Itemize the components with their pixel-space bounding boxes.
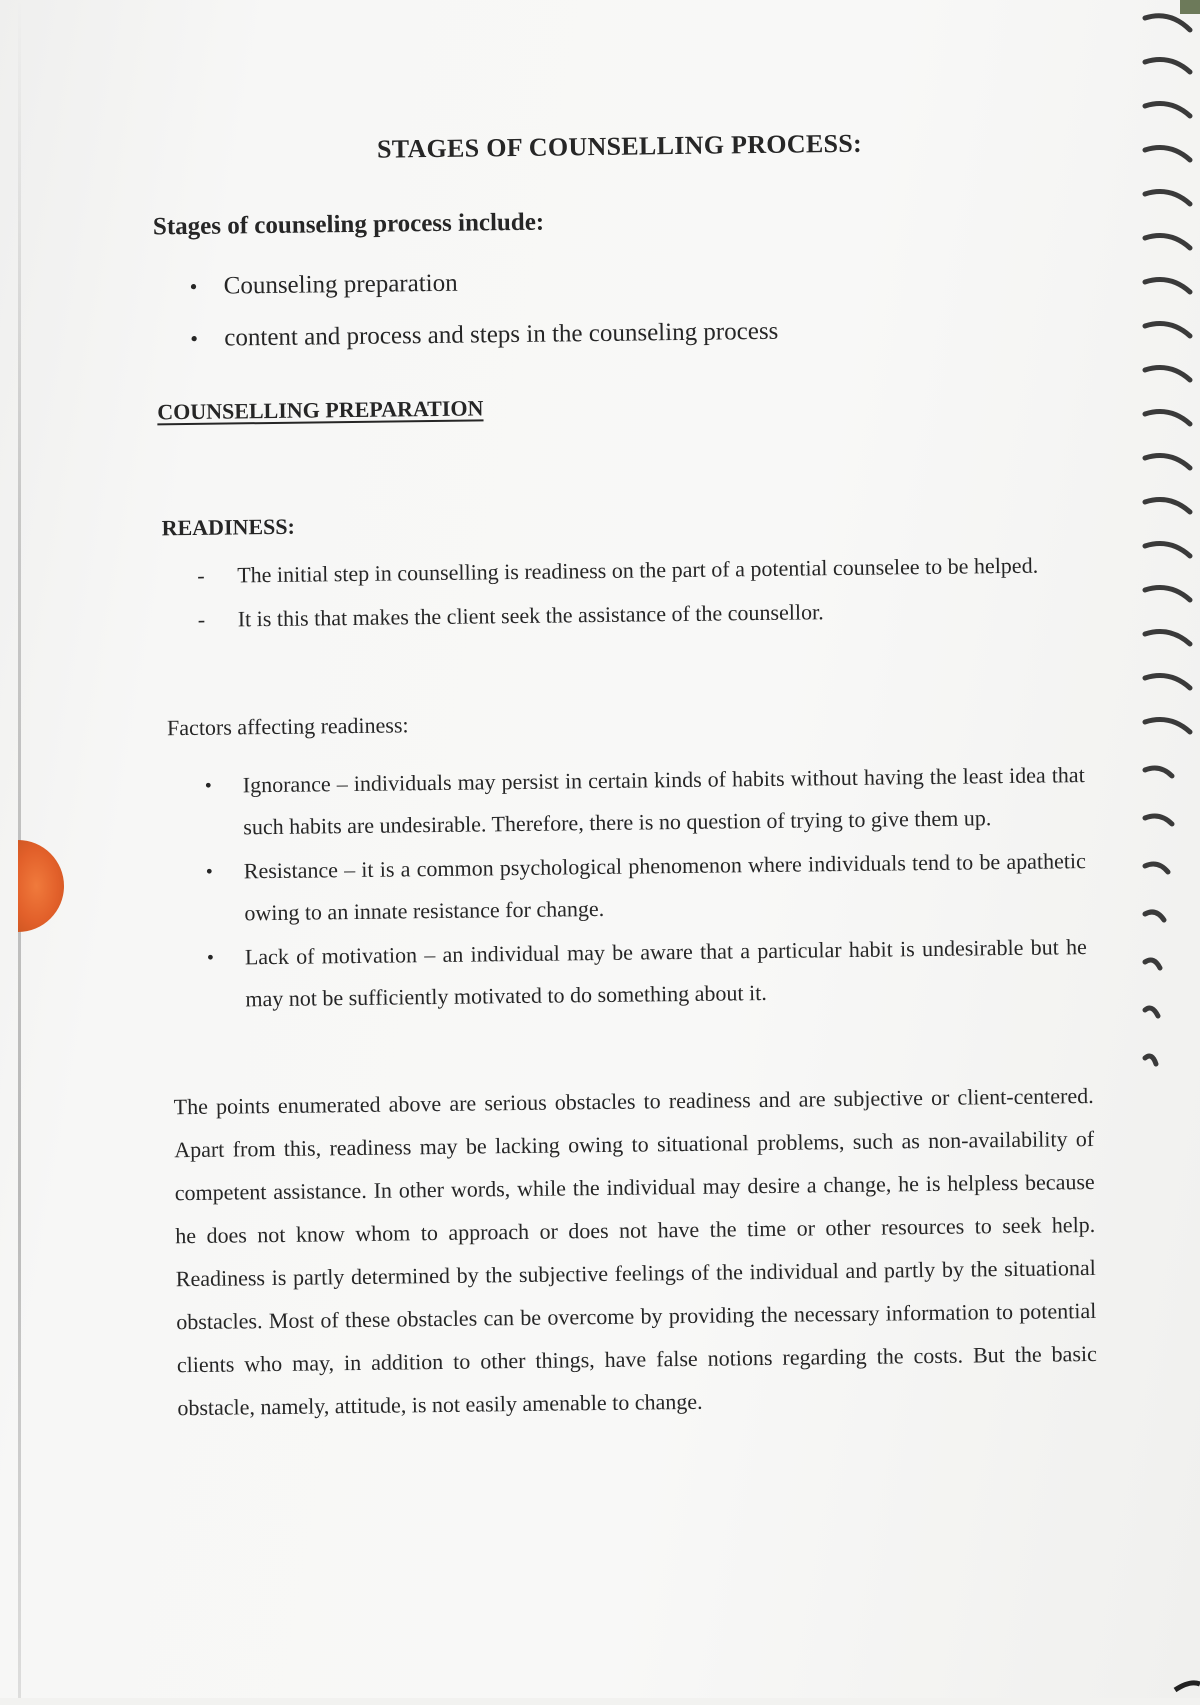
readiness-heading: READINESS: [161, 513, 296, 541]
list-item-text: content and process and steps in the counseling process [224, 317, 779, 352]
list-item [183, 260, 778, 319]
list-item-text: Lack of motivation – an individual may be aware that a particular habit is undesirable but he may not be sufficiently motivated to do something about it. [244, 934, 1087, 1012]
bullet-icon: • [190, 325, 199, 351]
list-item [205, 754, 1086, 849]
section-heading: COUNSELLING PREPARATION [157, 395, 484, 425]
list-item [206, 840, 1087, 935]
stages-list [183, 260, 778, 371]
bullet-icon: • [204, 774, 212, 797]
list-item [198, 588, 1078, 641]
bullet-icon: • [189, 273, 198, 299]
body-paragraph: The points enumerated above are serious obstacles to readiness and are subjective or client-centered. Apart from this, readiness may be lacking owing to situational problems, such as non-availability of competent assistance. In other words, while the individual may desire a change, he is helpless because he does not know whom to approach or does not have the time or other resources to seek help. Readiness is partly determined by the subjective feelings of the individual and partly by the situational obstacles. Most of these obstacles can be overcome by providing the necessary information to potential clients who may, in addition to other things, have false notions regarding the costs. But the basic obstacle, namely, attitude, is not easily amenable to change. [173, 1082, 1097, 1421]
bullet-icon: • [206, 946, 215, 969]
factors-heading: Factors affecting readiness: [166, 712, 409, 741]
list-item-text: Resistance – it is a common psychological phenomenon where individuals tend to be apathetic owing to an innate resistance for change. [243, 848, 1086, 926]
bullet-icon: • [205, 860, 213, 883]
page-title: STAGES OF COUNSELLING PROCESS: [376, 128, 863, 164]
readiness-points [197, 544, 1078, 643]
stages-subheading: Stages of counseling process include: [152, 208, 545, 241]
list-item-text: The initial step in counselling is readiness on the part of a potential counselee to be helped. [237, 552, 1039, 588]
list-item-text: Counseling preparation [223, 269, 458, 300]
dash-icon: - [197, 562, 205, 588]
dash-icon: - [197, 606, 206, 632]
factors-list [205, 754, 1088, 1023]
list-item-text: It is this that makes the client seek the assistance of the counsellor. [237, 599, 824, 632]
list-item-text: Ignorance – individuals may persist in certain kinds of habits without having the least idea that such habits are undesirable. Therefore, there is no question of trying to give them up. [242, 762, 1085, 840]
list-item [207, 926, 1088, 1021]
list-item [184, 312, 779, 371]
